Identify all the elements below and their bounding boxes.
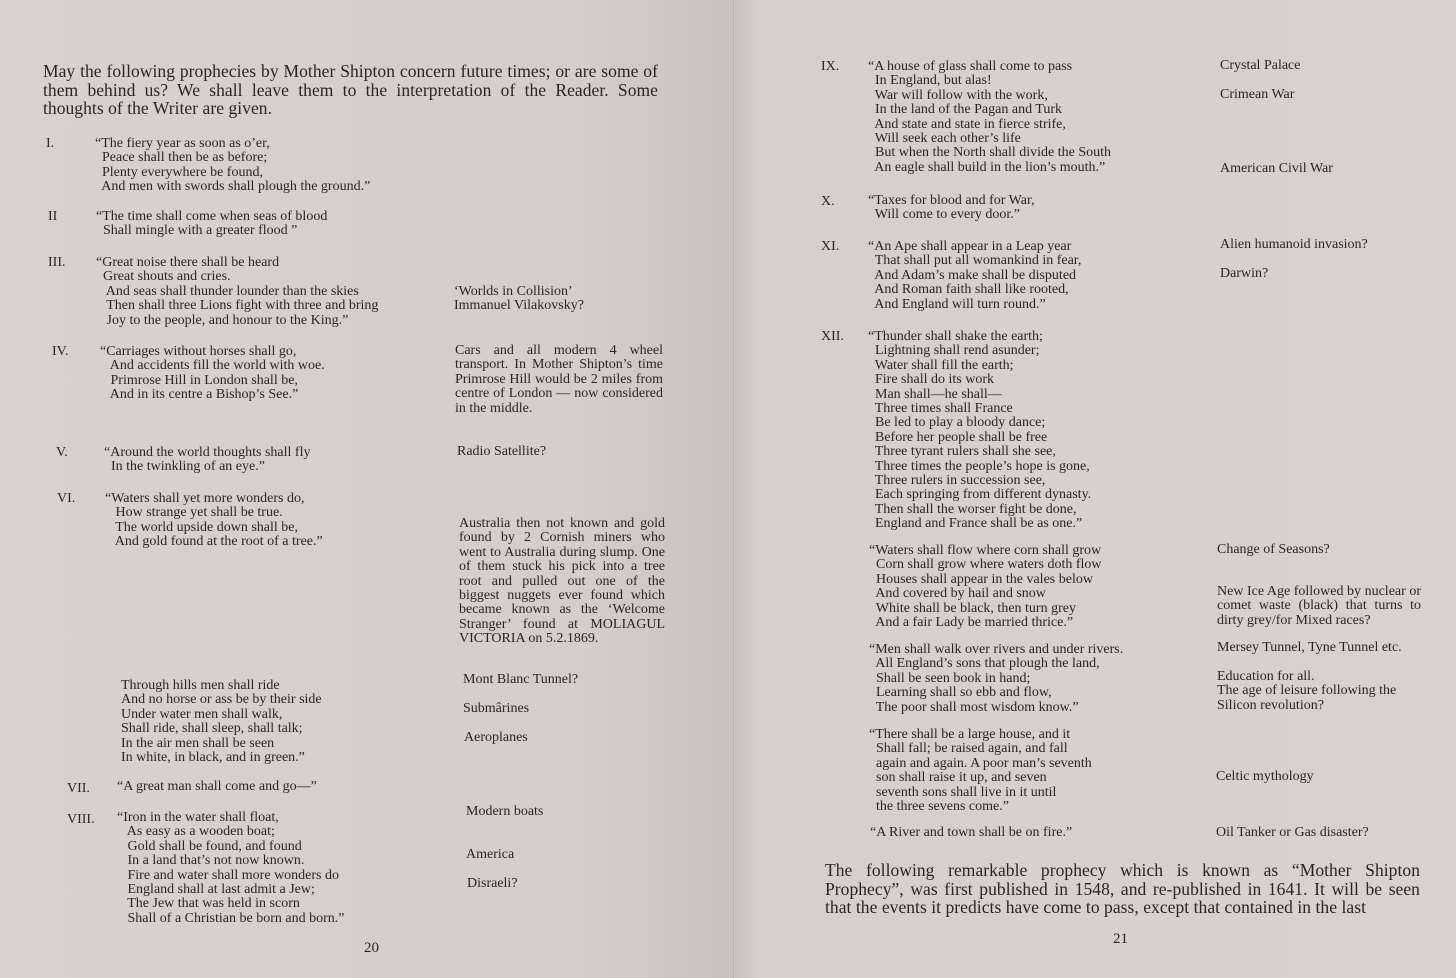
prophecy-verse-continued: Through hills men shall ride And no horse or ass be by their side Under water men shall walk, Shall ride, shall sleep, shall talk; In the air men shall be seen In white, in black, and in green.” bbox=[121, 678, 322, 766]
prophecy-verse: “Great noise there shall be heard Great shouts and cries. And seas shall thunder lounder than the skies Then shall three Lions fight with three and bring Joy to the people, and honour to the King.” bbox=[96, 255, 379, 328]
prophecy-number: XII. bbox=[821, 329, 844, 344]
writer-note: Alien humanoid invasion? bbox=[1220, 237, 1368, 252]
writer-note: Submârines bbox=[463, 701, 530, 716]
writer-note: Celtic mythology bbox=[1216, 769, 1314, 784]
prophecy-verse: “A great man shall come and go—” bbox=[117, 779, 317, 794]
intro-paragraph: May the following prophecies by Mother Shipton concern future times; or are some of them behind us? We shall leave them to the interpretation of the Reader. Some thoughts of the Writer are given. bbox=[43, 61, 658, 118]
writer-note: Aeroplanes bbox=[464, 730, 528, 745]
prophecy-verse: “Men shall walk over rivers and under rivers. All England’s sons that plough the land, Shall be seen book in hand; Learning shall so ebb and flow, The poor shall most wisdom know.” bbox=[869, 642, 1124, 715]
page-21 bbox=[735, 0, 1456, 978]
closing-paragraph: The following remarkable prophecy which is known as “Mother Shipton Prophecy”, was first published in 1548, and re-published in 1641. It will be seen that the events it predicts have come to pass, except that contained in the last bbox=[825, 860, 1420, 917]
writer-note: Australia then not known and gold found by 2 Cornish miners who went to Australia during slump. One of them stuck his pick into a tree root and pulled out one of the biggest nuggets ever found which became known as the ‘Welcome Stranger’ found at MOLIAGUL VICTORIA on 5.2.1869. bbox=[459, 516, 665, 647]
prophecy-verse: “Waters shall flow where corn shall grow Corn shall grow where waters doth flow Houses shall appear in the vales below And covered by hail and snow White shall be black, then turn grey And a fair Lady be married thrice.” bbox=[869, 543, 1102, 631]
prophecy-number: X. bbox=[821, 194, 835, 209]
writer-note: American Civil War bbox=[1220, 161, 1333, 176]
writer-note: Oil Tanker or Gas disaster? bbox=[1216, 825, 1369, 840]
prophecy-number: I. bbox=[46, 136, 55, 151]
writer-note: Crimean War bbox=[1220, 87, 1295, 102]
prophecy-number: IV. bbox=[52, 344, 69, 359]
prophecy-verse: “Carriages without horses shall go, And accidents fill the world with woe. Primrose Hill in London shall be, And in its centre a Bishop’s See.” bbox=[100, 344, 325, 403]
page-number: 21 bbox=[1113, 931, 1128, 947]
prophecy-number: III. bbox=[48, 255, 66, 270]
prophecy-number: IX. bbox=[821, 59, 840, 74]
writer-note: Darwin? bbox=[1220, 266, 1269, 281]
prophecy-number: VI. bbox=[57, 491, 76, 506]
writer-note: America bbox=[466, 847, 515, 862]
prophecy-verse: “There shall be a large house, and it Shall fall; be raised again, and fall again and again. A poor man’s seventh son shall raise it up, and seven seventh sons shall live in it until the three sevens come.” bbox=[869, 727, 1092, 815]
writer-note: New Ice Age followed by nuclear or comet waste (black) that turns to dirty grey/for Mixed races? bbox=[1217, 584, 1421, 628]
writer-note: Education for all. The age of leisure following the Silicon revolution? bbox=[1217, 669, 1397, 713]
prophecy-verse: “The time shall come when seas of blood Shall mingle with a greater flood ” bbox=[96, 209, 328, 239]
prophecy-verse: “Thunder shall shake the earth; Lightning shall rend asunder; Water shall fill the earth; Fire shall do its work Man shall—he shall— Three times shall France Be led to play a bloody dance; Before her people shall be free Three tyrant rulers shall she see, Three times the people’s hope is gone, Three rulers in succession see, Each springing from different dynasty. Then shall the worser fight be done, England and France shall be as one.” bbox=[868, 329, 1092, 532]
writer-note: Mont Blanc Tunnel? bbox=[463, 672, 579, 687]
prophecy-number: II bbox=[48, 209, 58, 224]
prophecy-verse: “Taxes for blood and for War, Will come to every door.” bbox=[868, 193, 1035, 223]
prophecy-verse: “Waters shall yet more wonders do, How strange yet shall be true. The world upside down shall be, And gold found at the root of a tree.” bbox=[105, 491, 323, 550]
prophecy-number: XI. bbox=[821, 239, 840, 254]
writer-note: Radio Satellite? bbox=[457, 444, 547, 459]
prophecy-number: V. bbox=[56, 445, 68, 460]
writer-note: Change of Seasons? bbox=[1217, 542, 1330, 557]
prophecy-verse: “A River and town shall be on fire.” bbox=[870, 825, 1073, 840]
writer-note: Modern boats bbox=[466, 804, 544, 819]
page-number: 20 bbox=[364, 940, 379, 956]
prophecy-verse: “An Ape shall appear in a Leap year That shall put all womankind in fear, And Adam’s make shall be disputed And Roman faith shall like rooted, And England will turn round.” bbox=[868, 239, 1082, 312]
prophecy-verse: “Iron in the water shall float, As easy as a wooden boat; Gold shall be found, and found In a land that’s not now known. Fire and water shall more wonders do England shall at last admit a Jew; The Jew that was held in scorn Shall of a Christian be born and born.” bbox=[117, 810, 345, 926]
writer-note: Cars and all modern 4 wheel transport. In Mother Shipton’s time Primrose Hill would be 2 miles from centre of London — now considered in the middle. bbox=[455, 343, 663, 416]
prophecy-verse: “Around the world thoughts shall fly In the twinkling of an eye.” bbox=[104, 445, 311, 475]
writer-note: Mersey Tunnel, Tyne Tunnel etc. bbox=[1217, 640, 1402, 655]
prophecy-number: VIII. bbox=[67, 812, 95, 827]
writer-note: Disraeli? bbox=[467, 876, 518, 891]
writer-note: ‘Worlds in Collision’ Immanuel Vilakovsky? bbox=[454, 284, 584, 314]
prophecy-number: VII. bbox=[67, 781, 90, 796]
prophecy-verse: “A house of glass shall come to pass In England, but alas! War will follow with the work, In the land of the Pagan and Turk And state and state in fierce strife, Will seek each other’s life But when the North shall divide the South An eagle shall build in the lion’s mouth.” bbox=[868, 59, 1112, 175]
prophecy-verse: “The fiery year as soon as o’er, Peace shall then be as before; Plenty everywhere be found, And men with swords shall plough the ground.” bbox=[95, 136, 371, 195]
writer-note: Crystal Palace bbox=[1220, 58, 1301, 73]
